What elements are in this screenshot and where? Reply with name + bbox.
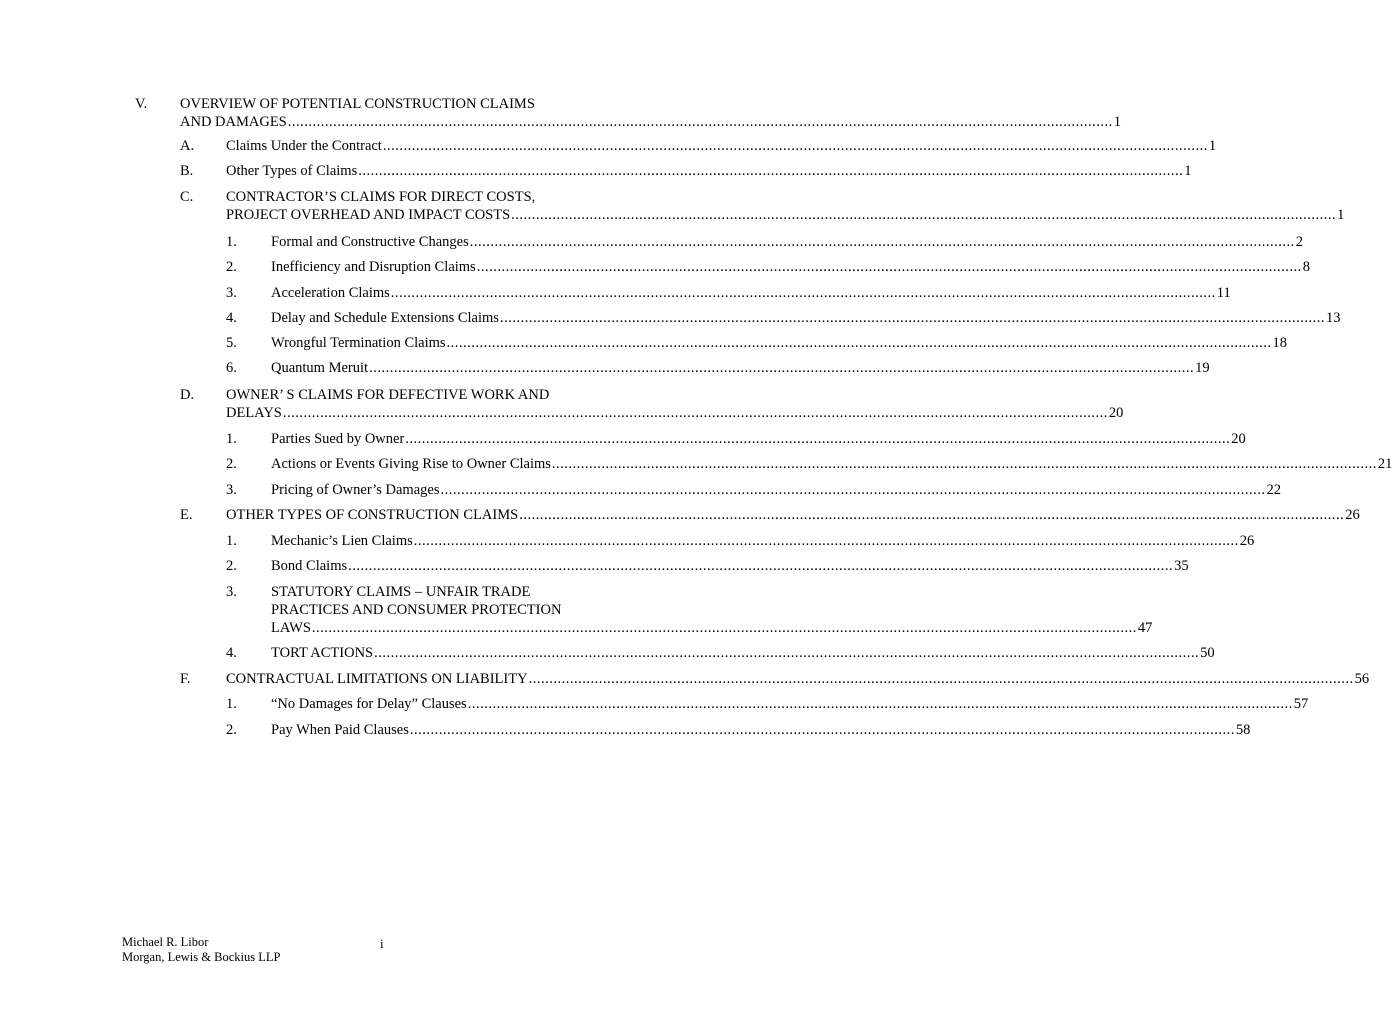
toc-title-text: OTHER TYPES OF CONSTRUCTION CLAIMS <box>226 507 519 523</box>
toc-page-number: 1 <box>1208 138 1217 154</box>
toc-entry-number: 1. <box>226 696 237 712</box>
toc-entry-title <box>271 644 1215 662</box>
toc-title-last-line <box>271 233 1303 251</box>
toc-title-line: STATUTORY CLAIMS – UNFAIR TRADE <box>271 584 531 600</box>
toc-entry-title <box>271 334 1288 352</box>
toc-entry-title <box>226 137 1217 155</box>
dot-leader: ........................................................................................................................................................................................................ <box>440 482 1266 498</box>
toc-page-number: 20 <box>1231 431 1246 447</box>
toc-title-last-line <box>180 113 1121 131</box>
dot-leader: ........................................................................................................................................................................................................ <box>499 310 1325 326</box>
toc-title-text: AND DAMAGES <box>180 114 287 130</box>
toc-entry-number: 4. <box>226 310 237 326</box>
toc-entry-title <box>271 309 1341 327</box>
toc-entry-number: D. <box>180 387 195 403</box>
toc-title-last-line <box>271 695 1309 713</box>
dot-leader: ........................................................................................................................................................................................................ <box>476 259 1302 275</box>
toc-title-last-line <box>226 137 1217 155</box>
toc-page-number: 26 <box>1239 533 1255 549</box>
dot-leader: ........................................................................................................................................................................................................ <box>358 163 1184 179</box>
toc-title-text: Pricing of Owner’s Damages <box>271 482 440 498</box>
toc-entry-title <box>226 506 1360 524</box>
toc-title-text: Delay and Schedule Extensions Claims <box>271 310 499 326</box>
toc-page-number: 22 <box>1266 482 1281 498</box>
toc-title-last-line <box>226 206 1345 224</box>
toc-entry-number: 2. <box>226 456 237 472</box>
toc-title-last-line <box>271 721 1251 739</box>
toc-entry-title <box>271 359 1210 377</box>
dot-leader: ........................................................................................................................................................................................................ <box>469 234 1295 250</box>
toc-entry-number: 1. <box>226 533 237 549</box>
toc-title-line: OWNER’ S CLAIMS FOR DEFECTIVE WORK AND <box>226 387 550 403</box>
toc-title-last-line <box>226 506 1360 524</box>
toc-page-number: 35 <box>1174 558 1189 574</box>
dot-leader: ........................................................................................................................................................................................................ <box>369 360 1195 376</box>
toc-title-last-line <box>226 670 1370 688</box>
page-number: i <box>380 936 384 951</box>
toc-title-text: “No Damages for Delay” Clauses <box>271 696 467 712</box>
dot-leader: ........................................................................................................................................................................................................ <box>348 558 1174 574</box>
toc-entry-number: V. <box>135 96 148 112</box>
toc-entry-number: 5. <box>226 335 237 351</box>
dot-leader: ........................................................................................................................................................................................................ <box>467 696 1293 712</box>
toc-title-text: LAWS <box>271 620 311 636</box>
toc-entry-title <box>226 386 1124 422</box>
toc-page-number: 21 <box>1377 456 1392 472</box>
dot-leader: ........................................................................................................................................................................................................ <box>511 207 1337 223</box>
toc-entry-title <box>271 532 1255 550</box>
footer-firm: Morgan, Lewis & Bockius LLP <box>122 950 281 964</box>
toc-page-number: 19 <box>1195 360 1210 376</box>
toc-page-number: 50 <box>1200 645 1215 661</box>
toc-entry-number: 4. <box>226 645 237 661</box>
dot-leader: ........................................................................................................................................................................................................ <box>519 507 1345 523</box>
dot-leader: ........................................................................................................................................................................................................ <box>390 285 1216 301</box>
toc-title-text: CONTRACTUAL LIMITATIONS ON LIABILITY <box>226 671 528 687</box>
toc-entry-number: 3. <box>226 285 237 301</box>
dot-leader: ........................................................................................................................................................................................................ <box>311 620 1137 636</box>
dot-leader: ........................................................................................................................................................................................................ <box>382 138 1208 154</box>
footer-author: Michael R. Libor <box>122 935 209 949</box>
toc-title-last-line <box>271 455 1392 473</box>
toc-page-number: 1 <box>1337 207 1345 223</box>
toc-entry-title <box>271 258 1310 276</box>
toc-page-number: 18 <box>1272 335 1288 351</box>
toc-entry-number: 6. <box>226 360 237 376</box>
toc-entry-title <box>271 481 1281 499</box>
toc-title-last-line <box>271 334 1288 352</box>
toc-title-last-line <box>271 430 1246 448</box>
dot-leader: ........................................................................................................................................................................................................ <box>551 456 1377 472</box>
toc-entry-number: 1. <box>226 431 237 447</box>
toc-title-line: CONTRACTOR’S CLAIMS FOR DIRECT COSTS, <box>226 189 536 205</box>
toc-entry-number: C. <box>180 189 194 205</box>
toc-page-number: 26 <box>1345 507 1360 523</box>
toc-title-text: Pay When Paid Clauses <box>271 722 409 738</box>
toc-title-text: TORT ACTIONS <box>271 645 374 661</box>
toc-title-text: Claims Under the Contract <box>226 138 382 154</box>
toc-page-number: 20 <box>1108 405 1124 421</box>
toc-entry-number: B. <box>180 163 194 179</box>
toc-entry-number: 2. <box>226 558 237 574</box>
toc-title-text: Bond Claims <box>271 558 348 574</box>
toc-title-last-line <box>271 284 1231 302</box>
toc-title-last-line <box>271 258 1310 276</box>
toc-entry-title <box>271 583 1153 637</box>
toc-title-text: Acceleration Claims <box>271 285 390 301</box>
toc-entry-title <box>271 455 1392 473</box>
toc-entry-title <box>226 188 1345 224</box>
toc-page-number: 11 <box>1216 285 1231 301</box>
toc-entry-title <box>226 162 1192 180</box>
toc-title-last-line <box>226 162 1192 180</box>
toc-page-number: 8 <box>1302 259 1310 275</box>
dot-leader: ........................................................................................................................................................................................................ <box>374 645 1200 661</box>
toc-entry-number: 2. <box>226 722 237 738</box>
dot-leader: ........................................................................................................................................................................................................ <box>446 335 1272 351</box>
toc-title-text: Parties Sued by Owner <box>271 431 405 447</box>
toc-entry-number: 2. <box>226 259 237 275</box>
toc-title-text: Quantum Meruit <box>271 360 369 376</box>
toc-title-line: PRACTICES AND CONSUMER PROTECTION <box>271 602 562 618</box>
toc-entry-number: 3. <box>226 584 237 600</box>
toc-page-number: 2 <box>1295 234 1303 250</box>
toc-entry-title <box>271 284 1231 302</box>
toc-entry-number: E. <box>180 507 193 523</box>
toc-page-number: 13 <box>1325 310 1341 326</box>
toc-title-last-line <box>271 359 1210 377</box>
toc-title-text: PROJECT OVERHEAD AND IMPACT COSTS <box>226 207 511 223</box>
dot-leader: ........................................................................................................................................................................................................ <box>409 722 1235 738</box>
toc-page-number: 56 <box>1354 671 1370 687</box>
toc-title-last-line <box>271 644 1215 662</box>
toc-entry-number: F. <box>180 671 191 687</box>
toc-page-number: 58 <box>1235 722 1251 738</box>
toc-title-text: Mechanic’s Lien Claims <box>271 533 413 549</box>
toc-entry-title <box>271 721 1251 739</box>
toc-entry-title <box>271 430 1246 448</box>
toc-title-last-line <box>271 481 1281 499</box>
toc-entry-title <box>226 670 1370 688</box>
toc-title-text: Inefficiency and Disruption Claims <box>271 259 476 275</box>
toc-title-last-line <box>271 557 1189 575</box>
dot-leader: ........................................................................................................................................................................................................ <box>413 533 1239 549</box>
toc-title-last-line <box>271 309 1341 327</box>
dot-leader: ........................................................................................................................................................................................................ <box>282 405 1108 421</box>
footer <box>122 935 280 965</box>
toc-page-number: 1 <box>1113 114 1121 130</box>
toc-title-line: OVERVIEW OF POTENTIAL CONSTRUCTION CLAIMS <box>180 96 535 112</box>
toc-entry-title <box>271 695 1309 713</box>
toc-page-number: 1 <box>1184 163 1192 179</box>
toc-entry-number: 1. <box>226 234 237 250</box>
toc-page-number: 57 <box>1293 696 1309 712</box>
toc-title-last-line <box>271 532 1255 550</box>
toc-entry-title <box>271 557 1189 575</box>
toc-title-text: DELAYS <box>226 405 282 421</box>
toc-title-text: Actions or Events Giving Rise to Owner Claims <box>271 456 551 472</box>
toc-page-number: 47 <box>1137 620 1153 636</box>
toc-entry-number: A. <box>180 138 195 154</box>
toc-title-last-line <box>271 619 1153 637</box>
toc-entry-title <box>271 233 1303 251</box>
dot-leader: ........................................................................................................................................................................................................ <box>405 431 1231 447</box>
toc-title-text: Formal and Constructive Changes <box>271 234 469 250</box>
toc-entry-title <box>180 95 1121 131</box>
toc-title-text: Wrongful Termination Claims <box>271 335 446 351</box>
toc-title-text: Other Types of Claims <box>226 163 358 179</box>
toc-entry-number: 3. <box>226 482 237 498</box>
dot-leader: ........................................................................................................................................................................................................ <box>528 671 1354 687</box>
dot-leader: ........................................................................................................................................................................................................ <box>287 114 1113 130</box>
toc-title-last-line <box>226 404 1124 422</box>
